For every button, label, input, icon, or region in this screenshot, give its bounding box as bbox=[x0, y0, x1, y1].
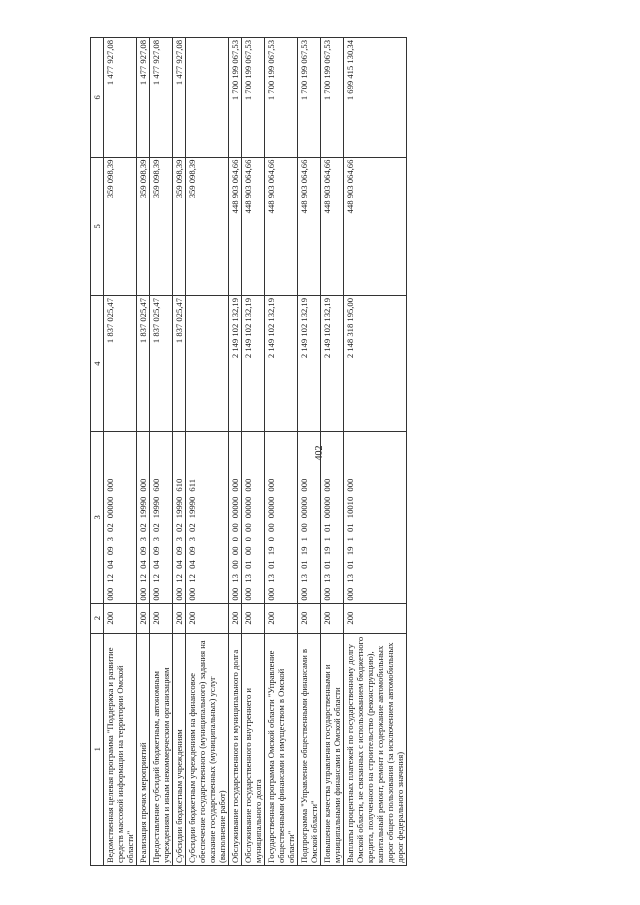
row-value-4: 1 837 025,47 bbox=[137, 295, 150, 431]
row-name: Государственная программа Омской области "Управление общественными финансами и имуществом в Омской области" bbox=[265, 633, 298, 865]
row-admin-code: 200 bbox=[186, 603, 229, 633]
row-value-5: 359 098,39 bbox=[173, 157, 186, 295]
header-col-1: 1 bbox=[91, 633, 104, 865]
row-value-6 bbox=[186, 38, 229, 158]
row-admin-code: 200 bbox=[298, 603, 321, 633]
table-row bbox=[242, 38, 265, 866]
row-value-6: 1 477 927,08 bbox=[137, 38, 150, 158]
table-row bbox=[265, 38, 298, 866]
header-col-6: 6 bbox=[91, 38, 104, 158]
row-value-5: 448 903 064,66 bbox=[265, 157, 298, 295]
row-value-4: 1 837 025,47 bbox=[150, 295, 173, 431]
row-budget-code: 000 12 04 09 3 02 19990 610 bbox=[173, 432, 186, 604]
row-budget-code: 000 13 01 19 1 01 00000 000 bbox=[321, 432, 344, 604]
row-name: Повышение качества управления государственными и муниципальными финансами в Омской области bbox=[321, 633, 344, 865]
row-budget-code: 000 13 01 19 0 00 00000 000 bbox=[265, 432, 298, 604]
table-row bbox=[150, 38, 173, 866]
row-value-5: 359 098,39 bbox=[104, 157, 137, 295]
row-admin-code: 200 bbox=[137, 603, 150, 633]
budget-table-rotated bbox=[90, 37, 608, 866]
header-col-2: 2 bbox=[91, 603, 104, 633]
row-name: Обслуживание государственного внутреннего и муниципального долга bbox=[242, 633, 265, 865]
row-name: Обслуживание государственного и муниципального долга bbox=[229, 633, 242, 865]
row-budget-code: 000 12 04 09 3 02 19990 600 bbox=[150, 432, 173, 604]
row-admin-code: 200 bbox=[150, 603, 173, 633]
row-admin-code: 200 bbox=[229, 603, 242, 633]
row-value-5: 448 903 064,66 bbox=[242, 157, 265, 295]
row-name: Реализация прочих мероприятий bbox=[137, 633, 150, 865]
row-budget-code: 000 13 01 00 0 00 00000 000 bbox=[242, 432, 265, 604]
row-name: Выплаты процентных платежей по государственному долгу Омской области, не связанных с использованием бюджетного кредита, полученного на строительство (реконструкцию), капитальный ремонт, ремонт и содержание автомобильных дорог общего пользования (за исключением автомобильных дорог федерального значения) bbox=[344, 633, 407, 865]
row-value-4: 1 837 025,47 bbox=[173, 295, 186, 431]
row-value-5: 448 903 064,66 bbox=[298, 157, 321, 295]
table-row bbox=[344, 38, 407, 866]
row-value-6: 1 700 199 067,53 bbox=[229, 38, 242, 158]
header-row bbox=[91, 38, 104, 866]
row-value-4: 2 149 102 132,19 bbox=[321, 295, 344, 431]
row-value-5: 359 098,39 bbox=[137, 157, 150, 295]
row-budget-code: 000 12 04 09 3 02 00000 000 bbox=[104, 432, 137, 604]
row-admin-code: 200 bbox=[321, 603, 344, 633]
row-admin-code: 200 bbox=[242, 603, 265, 633]
row-value-4: 1 837 025,47 bbox=[104, 295, 137, 431]
table-row bbox=[186, 38, 229, 866]
header-col-5: 5 bbox=[91, 157, 104, 295]
row-value-5: 448 903 064,66 bbox=[344, 157, 407, 295]
row-budget-code: 000 13 01 19 1 01 10010 000 bbox=[344, 432, 407, 604]
row-value-5: 359 098,39 bbox=[150, 157, 173, 295]
row-admin-code: 200 bbox=[104, 603, 137, 633]
row-value-5: 448 903 064,66 bbox=[229, 157, 242, 295]
row-value-4: 2 149 102 132,19 bbox=[265, 295, 298, 431]
row-name: Субсидии бюджетным учреждениям bbox=[173, 633, 186, 865]
row-value-4: 2 149 102 132,19 bbox=[298, 295, 321, 431]
row-admin-code: 200 bbox=[265, 603, 298, 633]
row-budget-code: 000 12 04 09 3 02 19990 611 bbox=[186, 432, 229, 604]
page-number: 402 bbox=[314, 445, 325, 461]
row-name: Субсидии бюджетным учреждениям на финансовое обеспечение государственного (муниципального) задания на оказание государственных (муниципальных) услуг (выполнение работ) bbox=[186, 633, 229, 865]
budget-table bbox=[90, 37, 407, 866]
row-value-6: 1 477 927,08 bbox=[104, 38, 137, 158]
row-name: Подпрограмма "Управление общественными финансами в Омской области" bbox=[298, 633, 321, 865]
row-name: Ведомственная целевая программа "Поддержка и развитие средств массовой информации на территории Омской области" bbox=[104, 633, 137, 865]
header-col-3: 3 bbox=[91, 432, 104, 604]
table-row bbox=[173, 38, 186, 866]
header-col-4: 4 bbox=[91, 295, 104, 431]
row-budget-code: 000 13 01 19 1 00 00000 000 bbox=[298, 432, 321, 604]
table-row bbox=[137, 38, 150, 866]
row-admin-code: 200 bbox=[173, 603, 186, 633]
row-value-6: 1 699 415 130,34 bbox=[344, 38, 407, 158]
row-value-6: 1 700 199 067,53 bbox=[242, 38, 265, 158]
row-budget-code: 000 13 00 00 0 00 00000 000 bbox=[229, 432, 242, 604]
row-admin-code: 200 bbox=[344, 603, 407, 633]
row-name: Предоставление субсидий бюджетным, автономным учреждениям и иным некоммерческим организациям bbox=[150, 633, 173, 865]
row-value-4: 2 148 318 195,00 bbox=[344, 295, 407, 431]
row-value-5: 448 903 064,66 bbox=[321, 157, 344, 295]
table-row bbox=[104, 38, 137, 866]
row-value-4: 2 149 102 132,19 bbox=[229, 295, 242, 431]
row-value-4 bbox=[186, 295, 229, 431]
row-value-6: 1 700 199 067,53 bbox=[321, 38, 344, 158]
table-row bbox=[298, 38, 321, 866]
row-value-4: 2 149 102 132,19 bbox=[242, 295, 265, 431]
table-row bbox=[321, 38, 344, 866]
row-value-6: 1 477 927,08 bbox=[173, 38, 186, 158]
row-value-6: 1 477 927,08 bbox=[150, 38, 173, 158]
row-budget-code: 000 12 04 09 3 02 19990 000 bbox=[137, 432, 150, 604]
row-value-6: 1 700 199 067,53 bbox=[265, 38, 298, 158]
table-row bbox=[229, 38, 242, 866]
row-value-6: 1 700 199 067,53 bbox=[298, 38, 321, 158]
row-value-5: 359 098,39 bbox=[186, 157, 229, 295]
